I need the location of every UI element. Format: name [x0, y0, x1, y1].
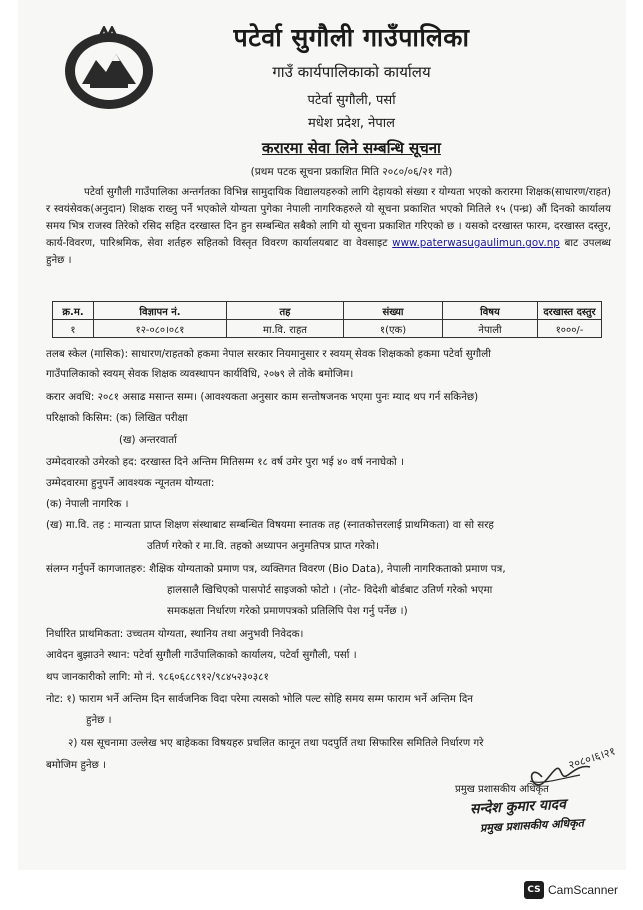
- submission-place: आवेदन बुझाउने स्थान: पटेर्वा सुगौली गाउँपालिकाको कार्यालय, पटेर्वा सुगौली, पर्सा ।: [46, 649, 357, 661]
- notice-title: करारमा सेवा लिने सम्बन्धि सूचना: [262, 139, 441, 157]
- table-cell: १२-०८०।०८१: [94, 320, 227, 338]
- camscanner-label: CamScanner: [548, 883, 619, 897]
- table-header: तह: [227, 302, 344, 320]
- office-name: गाउँ कार्यपालिकाको कार्यालय: [272, 63, 431, 81]
- priority: निर्धारित प्राथमिकता: उच्चतम योग्यता, स्थानिय तथा अनुभवी निवेदक।: [46, 628, 304, 640]
- table-header: संख्या: [344, 302, 443, 320]
- table-cell: १०००/-: [538, 320, 602, 338]
- municipality-title: पटेर्वा सुगौली गाउँपालिका: [233, 23, 470, 52]
- advertisement-table: [52, 301, 602, 338]
- salary-line-2: गाउँपालिकाको स्वयम् सेवक शिक्षक व्यवस्थापन कार्यविधि, २०७९ ले तोके बमोजिम।: [46, 368, 354, 380]
- camscanner-logo-icon: CS: [524, 881, 544, 899]
- contract-period: करार अवधि: २०८१ असाढ मसान्त सम्म। (आवश्यकता अनुसार काम सन्तोषजनक भएमा पुनः म्याद थप गर्न सकिनेछ): [46, 391, 479, 403]
- camscanner-watermark: [524, 880, 618, 900]
- table-cell: मा.वि. राहत: [227, 320, 344, 338]
- note-2-line-1: २) यस सूचनामा उल्लेख भए बाहेकका विषयहरु प्रचलित कानून तथा पदपुर्ति तथा सिफारिस समितिले निर्धारण गरे: [68, 737, 484, 749]
- table-header: विज्ञापन नं.: [94, 302, 227, 320]
- qualification-b-line-1: (ख) मा.वि. तह : मान्यता प्राप्त शिक्षण संस्थाबाट सम्बन्धित विषयमा स्नातक तह (स्नातकोत्तरलाई प्राथमिकता) वा सो सरह: [46, 519, 494, 531]
- qualification-a: (क) नेपाली नागरिक ।: [46, 498, 129, 510]
- website-link[interactable]: www.paterwasugaulimun.gov.np: [392, 237, 560, 249]
- table-cell: १: [53, 320, 94, 338]
- table-header-row: [53, 302, 602, 320]
- signatory-title: प्रमुख प्रशासकीय अधिकृत: [455, 784, 549, 795]
- documents-line-1: संलग्न गर्नुपर्ने कागजातहरु: शैक्षिक योग्यताको प्रमाण पत्र, व्यक्तिगत विवरण (Bio Data), नेपाली नागरिकताको प्रमाण पत्र,: [46, 563, 506, 575]
- qualification-heading: उम्मेदवारमा हुनुपर्ने आवश्यक न्यूनतम योग्यता:: [46, 477, 215, 489]
- publish-date: (प्रथम पटक सूचना प्रकाशित मिति २०८०/०६/२१ गते): [250, 166, 453, 178]
- salary-line-1: तलब स्केल (मासिक): साधारण/राहतको हकमा नेपाल सरकार नियमानुसार र स्वयम् सेवक शिक्षकको हकमा पटेर्वा सुगौली: [46, 348, 491, 360]
- table-header: विषय: [443, 302, 538, 320]
- exam-type: परिक्षाको किसिम: (क) लिखित परीक्षा: [46, 412, 188, 424]
- svg-text:२०८०।६।२१: २०८०।६।२१: [566, 745, 617, 772]
- age-limit: उम्मेदवारको उमेरको हद: दरखास्त दिने अन्तिम मितिसम्म १८ वर्ष उमेर पुरा भई ४० वर्ष ननाघेको ।: [46, 456, 404, 468]
- table-row: [53, 320, 602, 338]
- table-cell: नेपाली: [443, 320, 538, 338]
- note-1-line-2: हुनेछ ।: [86, 714, 112, 726]
- intro-text: पटेर्वा सुगौली गाउँपालिका अन्तर्गतका विभिन्न सामुदायिक विद्यालयहरुको लागि देहायको संख्या र योग्यता भएको करारमा शिक्षक(साधारण/राहत) र स्वयंसेवक(अनुदान) शिक्षक राख्नु पर्ने भएकोले योग्यता पुगेका नेपाली नागरिकहरुले यो सूचना प्रकाशित भएको मितिले १५ (पन्ध्र) औं दिनको कार्यालय समय भित्र राजस्व तिरेको रसिद सहित दरखास्त दिन हुन सम्बन्धित सबैको लागि यो सूचना प्रकाशित गरिएको छ । यसको दरखास्त फारम, दरखास्त दस्तुर, कार्य-विवरण, पारिश्रमिक, सेवा शर्तहरु सहितको विस्तृत विवरण कार्यालयबाट वा वेवसाइट: [46, 186, 611, 249]
- note-1-line-1: नोट: १) फाराम भर्ने अन्तिम दिन सार्वजनिक विदा परेमा त्यसको भोलि पल्ट सोहि समय सम्म फाराम भर्ने अन्तिम दिन: [46, 693, 473, 705]
- stamp-post: प्रमुख प्रशासकीय अधिकृत: [479, 816, 585, 835]
- table-header: दरखास्त दस्तुर: [538, 302, 602, 320]
- documents-line-2: हालसालै खिचिएको पासपोर्ट साइजको फोटो । (नोट- विदेशी बोर्डबाट उतिर्ण गरेको भएमा: [167, 584, 493, 596]
- office-province: मधेश प्रदेश, नेपाल: [308, 116, 395, 131]
- note-2-line-2: बमोजिम हुनेछ ।: [46, 759, 107, 771]
- office-location: पटेर्वा सुगौली, पर्सा: [307, 93, 396, 108]
- qualification-b-line-2: उतिर्ण गरेको र मा.वि. तहको अध्यापन अनुमतिपत्र प्राप्त गरेको।: [147, 540, 380, 552]
- table-header: क्र.म.: [53, 302, 94, 320]
- table-cell: १(एक): [344, 320, 443, 338]
- documents-line-3: समकक्षता निर्धारण गरेको प्रमाणपत्रको प्रतिलिपि पेश गर्नु पर्नेछ ।): [167, 605, 408, 617]
- contact-info: थप जानकारीको लागि: मो नं. ९८६०६८८९१२/९८४५२३०३८१: [46, 671, 269, 683]
- intro-tail: बाट उपलब्ध हुनेछ ।: [46, 237, 611, 266]
- stamp-name: सन्देश कुमार यादव: [469, 796, 567, 818]
- exam-type-interview: (ख) अन्तरवार्ता: [119, 434, 177, 446]
- intro-paragraph: [46, 184, 611, 269]
